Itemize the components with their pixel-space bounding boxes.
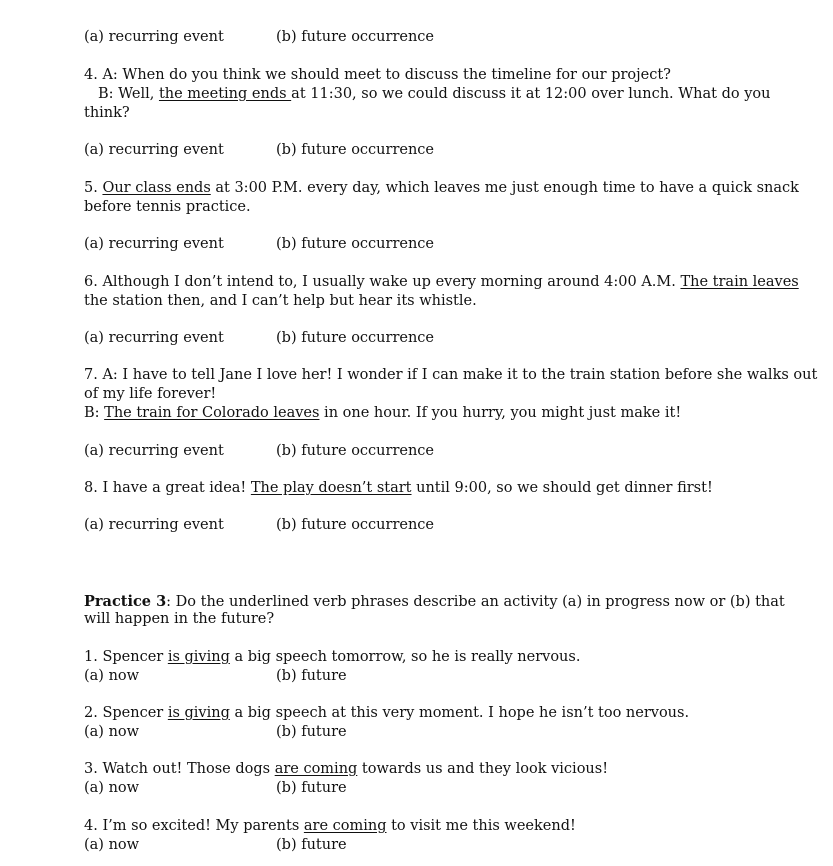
- option-a: (a) recurring event: [84, 443, 224, 459]
- q6-underlined-phrase: The train leaves: [680, 274, 799, 290]
- option-future: (b) future: [276, 724, 347, 740]
- q6-line-2: the station then, and I can’t help but hear its whistle.: [84, 293, 477, 309]
- option-a: (a) recurring event: [84, 517, 224, 533]
- option-b: (b) future occurrence: [276, 443, 434, 459]
- q7-line-3: B: The train for Colorado leaves in one hour. If you hurry, you might just make it!: [84, 405, 682, 421]
- q4-line-3: think?: [84, 105, 130, 121]
- option-future: (b) future: [276, 837, 347, 853]
- practice-3-heading: Practice 3: [84, 593, 167, 610]
- q4-line-2: B: Well, the meeting ends at 11:30, so we could discuss it at 12:00 over lunch. What do you: [98, 86, 771, 102]
- option-a: (a) recurring event: [84, 29, 224, 45]
- option-b: (b) future occurrence: [276, 236, 434, 252]
- p3-q4-underlined-phrase: are coming: [303, 818, 387, 834]
- q7-line-1: 7. A: I have to tell Jane I love her! I wonder if I can make it to the train station before she walks out: [84, 367, 818, 383]
- p3-q4: 4. I’m so excited! My parents are coming to visit me this weekend!: [84, 818, 576, 834]
- option-a: (a) recurring event: [84, 236, 224, 252]
- q5-underlined-phrase: Our class ends: [102, 180, 211, 196]
- option-now: (a) now: [84, 724, 140, 740]
- option-now: (a) now: [84, 837, 140, 853]
- option-b: (b) future occurrence: [276, 330, 434, 346]
- q8-underlined-phrase: The play doesn’t start: [250, 480, 412, 496]
- option-now: (a) now: [84, 780, 140, 796]
- option-b: (b) future occurrence: [276, 29, 434, 45]
- p3-q1-underlined-phrase: is giving: [167, 649, 230, 665]
- p3-q3: 3. Watch out! Those dogs are coming towards us and they look vicious!: [84, 761, 609, 777]
- q7-underlined-phrase: The train for Colorado leaves: [104, 405, 320, 421]
- q8-line-1: 8. I have a great idea! The play doesn’t start until 9:00, so we should get dinner first!: [84, 480, 713, 496]
- q5-line-1: 5. Our class ends at 3:00 P.M. every day, which leaves me just enough time to have a quick snack: [84, 180, 799, 196]
- option-future: (b) future: [276, 668, 347, 684]
- q4-underlined-phrase: the meeting ends: [158, 86, 292, 102]
- q5-line-2: before tennis practice.: [84, 199, 251, 215]
- p3-q3-underlined-phrase: are coming: [274, 761, 358, 777]
- option-b: (b) future occurrence: [276, 517, 434, 533]
- q4-line-1: 4. A: When do you think we should meet to discuss the timeline for our project?: [84, 67, 671, 83]
- p3-q2: 2. Spencer is giving a big speech at this very moment. I hope he isn’t too nervous.: [84, 705, 690, 721]
- practice-3-instructions-line-1: Practice 3: Do the underlined verb phrases describe an activity (a) in progress now or (b) that: [84, 593, 785, 610]
- option-b: (b) future occurrence: [276, 142, 434, 158]
- p3-q2-underlined-phrase: is giving: [167, 705, 230, 721]
- option-future: (b) future: [276, 780, 347, 796]
- q7-line-2: of my life forever!: [84, 386, 217, 402]
- option-a: (a) recurring event: [84, 330, 224, 346]
- p3-q1: 1. Spencer is giving a big speech tomorrow, so he is really nervous.: [84, 649, 581, 665]
- q6-line-1: 6. Although I don’t intend to, I usually wake up every morning around 4:00 A.M. The train leaves: [84, 274, 799, 290]
- option-a: (a) recurring event: [84, 142, 224, 158]
- practice-3-instructions-line-2: will happen in the future?: [84, 611, 275, 627]
- option-now: (a) now: [84, 668, 140, 684]
